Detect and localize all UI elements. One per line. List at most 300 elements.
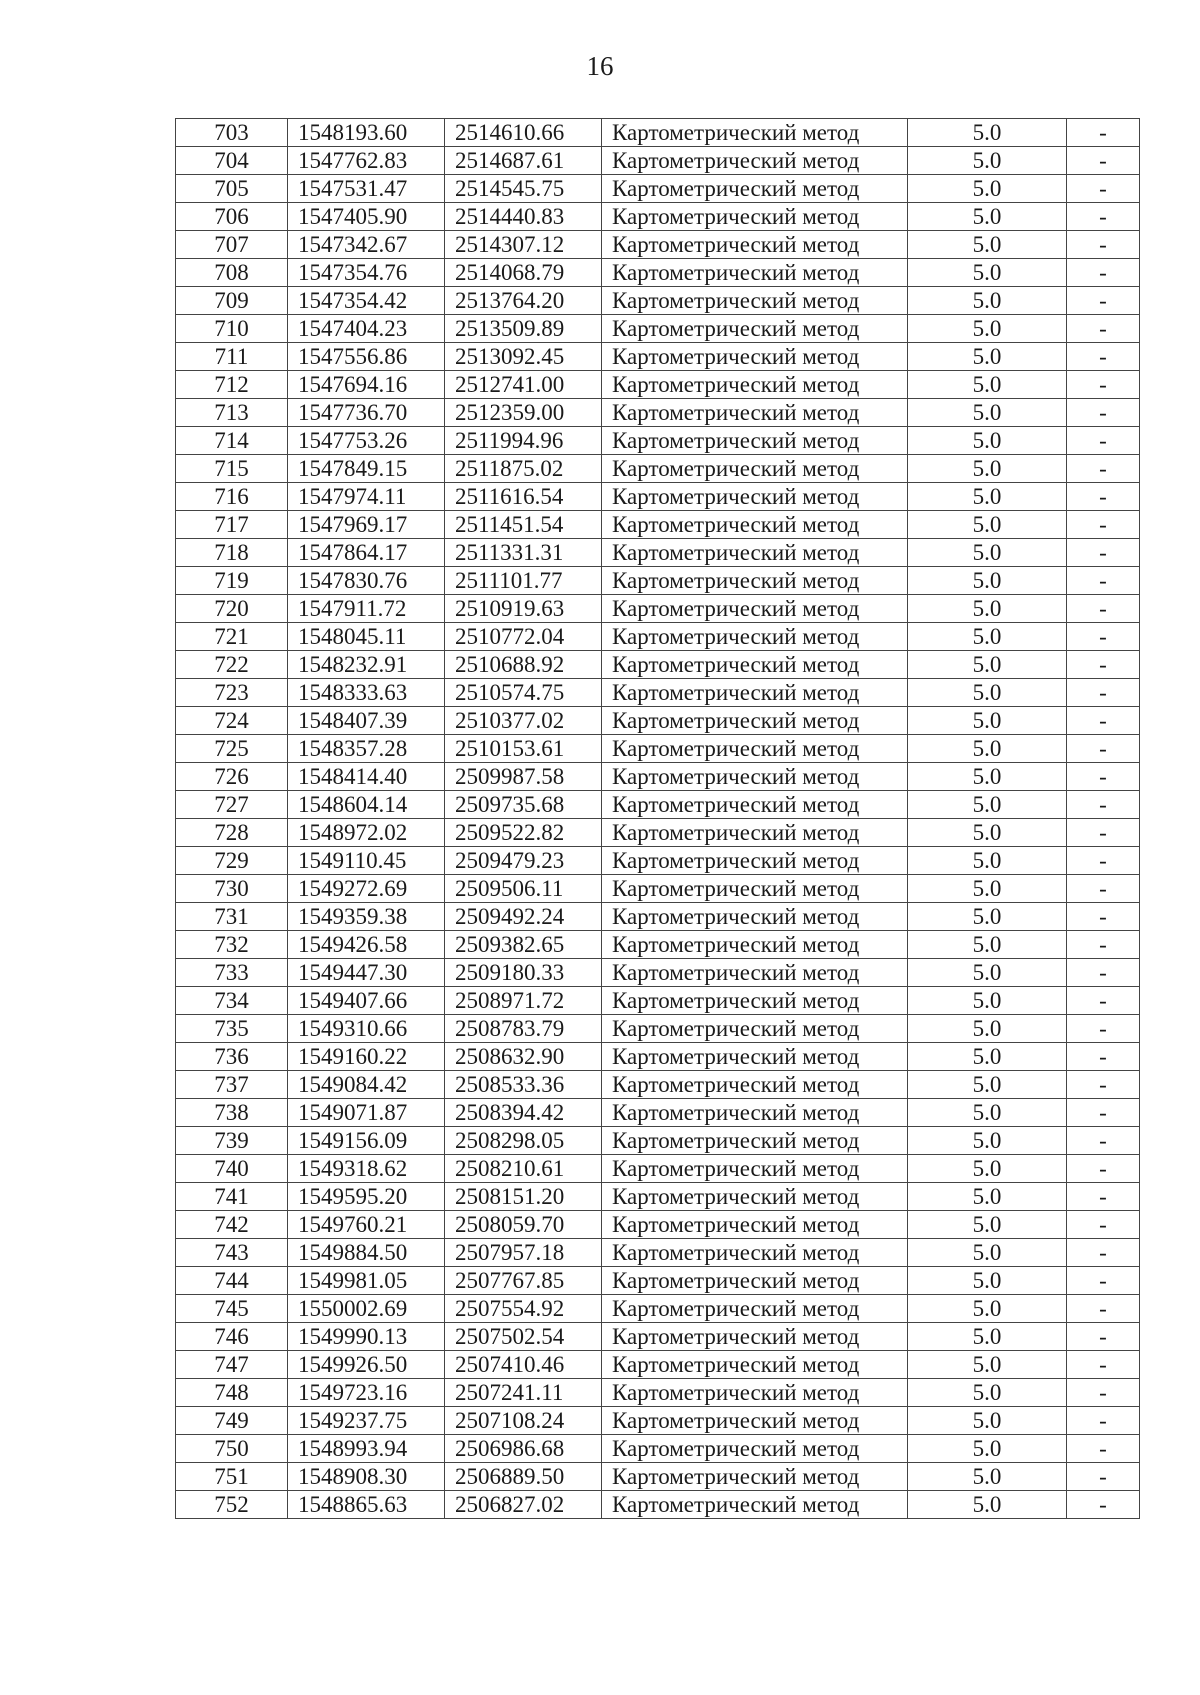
method-cell: Картометрический метод	[602, 791, 908, 819]
table-row	[176, 791, 1140, 819]
method-cell: Картометрический метод	[602, 651, 908, 679]
point-number-cell: 729	[176, 847, 288, 875]
description-cell: -	[1067, 343, 1140, 371]
y-coordinate-cell: 2507108.24	[445, 1407, 602, 1435]
accuracy-cell: 5.0	[908, 175, 1067, 203]
method-cell: Картометрический метод	[602, 231, 908, 259]
point-number-cell: 712	[176, 371, 288, 399]
description-cell: -	[1067, 959, 1140, 987]
table-row	[176, 819, 1140, 847]
description-cell: -	[1067, 763, 1140, 791]
x-coordinate-cell: 1547354.42	[288, 287, 445, 315]
point-number-cell: 718	[176, 539, 288, 567]
coordinates-table-body	[176, 119, 1140, 1519]
accuracy-cell: 5.0	[908, 679, 1067, 707]
accuracy-cell: 5.0	[908, 847, 1067, 875]
accuracy-cell: 5.0	[908, 987, 1067, 1015]
description-cell: -	[1067, 1491, 1140, 1519]
description-cell: -	[1067, 1183, 1140, 1211]
table-row	[176, 1239, 1140, 1267]
table-row	[176, 735, 1140, 763]
method-cell: Картометрический метод	[602, 707, 908, 735]
method-cell: Картометрический метод	[602, 1239, 908, 1267]
y-coordinate-cell: 2508533.36	[445, 1071, 602, 1099]
description-cell: -	[1067, 287, 1140, 315]
x-coordinate-cell: 1547830.76	[288, 567, 445, 595]
y-coordinate-cell: 2509522.82	[445, 819, 602, 847]
method-cell: Картометрический метод	[602, 315, 908, 343]
y-coordinate-cell: 2508783.79	[445, 1015, 602, 1043]
accuracy-cell: 5.0	[908, 1015, 1067, 1043]
table-row	[176, 1099, 1140, 1127]
table-row	[176, 567, 1140, 595]
description-cell: -	[1067, 511, 1140, 539]
point-number-cell: 727	[176, 791, 288, 819]
y-coordinate-cell: 2508971.72	[445, 987, 602, 1015]
accuracy-cell: 5.0	[908, 119, 1067, 147]
point-number-cell: 726	[176, 763, 288, 791]
description-cell: -	[1067, 1127, 1140, 1155]
method-cell: Картометрический метод	[602, 931, 908, 959]
table-row	[176, 903, 1140, 931]
description-cell: -	[1067, 371, 1140, 399]
x-coordinate-cell: 1548993.94	[288, 1435, 445, 1463]
y-coordinate-cell: 2510772.04	[445, 623, 602, 651]
method-cell: Картометрический метод	[602, 1267, 908, 1295]
point-number-cell: 743	[176, 1239, 288, 1267]
accuracy-cell: 5.0	[908, 259, 1067, 287]
x-coordinate-cell: 1547405.90	[288, 203, 445, 231]
x-coordinate-cell: 1548193.60	[288, 119, 445, 147]
table-row	[176, 1435, 1140, 1463]
x-coordinate-cell: 1548414.40	[288, 763, 445, 791]
table-row	[176, 119, 1140, 147]
x-coordinate-cell: 1547974.11	[288, 483, 445, 511]
point-number-cell: 742	[176, 1211, 288, 1239]
table-row	[176, 1127, 1140, 1155]
y-coordinate-cell: 2512359.00	[445, 399, 602, 427]
x-coordinate-cell: 1549359.38	[288, 903, 445, 931]
point-number-cell: 744	[176, 1267, 288, 1295]
method-cell: Картометрический метод	[602, 1351, 908, 1379]
accuracy-cell: 5.0	[908, 595, 1067, 623]
y-coordinate-cell: 2510153.61	[445, 735, 602, 763]
point-number-cell: 751	[176, 1463, 288, 1491]
table-row	[176, 371, 1140, 399]
method-cell: Картометрический метод	[602, 1043, 908, 1071]
method-cell: Картометрический метод	[602, 1015, 908, 1043]
y-coordinate-cell: 2514687.61	[445, 147, 602, 175]
point-number-cell: 725	[176, 735, 288, 763]
point-number-cell: 719	[176, 567, 288, 595]
table-row	[176, 399, 1140, 427]
accuracy-cell: 5.0	[908, 1043, 1067, 1071]
method-cell: Картометрический метод	[602, 1435, 908, 1463]
point-number-cell: 715	[176, 455, 288, 483]
accuracy-cell: 5.0	[908, 791, 1067, 819]
x-coordinate-cell: 1547342.67	[288, 231, 445, 259]
y-coordinate-cell: 2509492.24	[445, 903, 602, 931]
x-coordinate-cell: 1549407.66	[288, 987, 445, 1015]
x-coordinate-cell: 1549071.87	[288, 1099, 445, 1127]
method-cell: Картометрический метод	[602, 175, 908, 203]
accuracy-cell: 5.0	[908, 147, 1067, 175]
y-coordinate-cell: 2508151.20	[445, 1183, 602, 1211]
point-number-cell: 711	[176, 343, 288, 371]
table-row	[176, 175, 1140, 203]
accuracy-cell: 5.0	[908, 1407, 1067, 1435]
accuracy-cell: 5.0	[908, 287, 1067, 315]
description-cell: -	[1067, 1043, 1140, 1071]
y-coordinate-cell: 2507554.92	[445, 1295, 602, 1323]
table-row	[176, 1043, 1140, 1071]
description-cell: -	[1067, 595, 1140, 623]
y-coordinate-cell: 2514068.79	[445, 259, 602, 287]
table-row	[176, 875, 1140, 903]
method-cell: Картометрический метод	[602, 203, 908, 231]
method-cell: Картометрический метод	[602, 287, 908, 315]
method-cell: Картометрический метод	[602, 1155, 908, 1183]
x-coordinate-cell: 1547762.83	[288, 147, 445, 175]
table-row	[176, 1295, 1140, 1323]
accuracy-cell: 5.0	[908, 875, 1067, 903]
point-number-cell: 708	[176, 259, 288, 287]
x-coordinate-cell: 1548604.14	[288, 791, 445, 819]
table-row	[176, 1183, 1140, 1211]
accuracy-cell: 5.0	[908, 539, 1067, 567]
x-coordinate-cell: 1549926.50	[288, 1351, 445, 1379]
method-cell: Картометрический метод	[602, 679, 908, 707]
accuracy-cell: 5.0	[908, 959, 1067, 987]
method-cell: Картометрический метод	[602, 1099, 908, 1127]
x-coordinate-cell: 1548333.63	[288, 679, 445, 707]
point-number-cell: 720	[176, 595, 288, 623]
x-coordinate-cell: 1549981.05	[288, 1267, 445, 1295]
point-number-cell: 705	[176, 175, 288, 203]
method-cell: Картометрический метод	[602, 1323, 908, 1351]
point-number-cell: 721	[176, 623, 288, 651]
description-cell: -	[1067, 427, 1140, 455]
x-coordinate-cell: 1550002.69	[288, 1295, 445, 1323]
y-coordinate-cell: 2509735.68	[445, 791, 602, 819]
point-number-cell: 746	[176, 1323, 288, 1351]
y-coordinate-cell: 2511101.77	[445, 567, 602, 595]
table-row	[176, 1015, 1140, 1043]
x-coordinate-cell: 1549723.16	[288, 1379, 445, 1407]
accuracy-cell: 5.0	[908, 931, 1067, 959]
y-coordinate-cell: 2510688.92	[445, 651, 602, 679]
description-cell: -	[1067, 903, 1140, 931]
x-coordinate-cell: 1547354.76	[288, 259, 445, 287]
x-coordinate-cell: 1548865.63	[288, 1491, 445, 1519]
x-coordinate-cell: 1549156.09	[288, 1127, 445, 1155]
x-coordinate-cell: 1547864.17	[288, 539, 445, 567]
x-coordinate-cell: 1547969.17	[288, 511, 445, 539]
x-coordinate-cell: 1549990.13	[288, 1323, 445, 1351]
description-cell: -	[1067, 315, 1140, 343]
table-row	[176, 1071, 1140, 1099]
description-cell: -	[1067, 231, 1140, 259]
y-coordinate-cell: 2509382.65	[445, 931, 602, 959]
method-cell: Картометрический метод	[602, 343, 908, 371]
accuracy-cell: 5.0	[908, 427, 1067, 455]
accuracy-cell: 5.0	[908, 483, 1067, 511]
method-cell: Картометрический метод	[602, 399, 908, 427]
description-cell: -	[1067, 791, 1140, 819]
y-coordinate-cell: 2509506.11	[445, 875, 602, 903]
x-coordinate-cell: 1549318.62	[288, 1155, 445, 1183]
y-coordinate-cell: 2513509.89	[445, 315, 602, 343]
y-coordinate-cell: 2507957.18	[445, 1239, 602, 1267]
y-coordinate-cell: 2508394.42	[445, 1099, 602, 1127]
table-row	[176, 1491, 1140, 1519]
y-coordinate-cell: 2507502.54	[445, 1323, 602, 1351]
accuracy-cell: 5.0	[908, 1099, 1067, 1127]
table-row	[176, 203, 1140, 231]
y-coordinate-cell: 2514440.83	[445, 203, 602, 231]
table-row	[176, 147, 1140, 175]
description-cell: -	[1067, 1071, 1140, 1099]
point-number-cell: 709	[176, 287, 288, 315]
y-coordinate-cell: 2510919.63	[445, 595, 602, 623]
description-cell: -	[1067, 931, 1140, 959]
point-number-cell: 736	[176, 1043, 288, 1071]
x-coordinate-cell: 1549884.50	[288, 1239, 445, 1267]
accuracy-cell: 5.0	[908, 1351, 1067, 1379]
x-coordinate-cell: 1549760.21	[288, 1211, 445, 1239]
accuracy-cell: 5.0	[908, 707, 1067, 735]
table-row	[176, 455, 1140, 483]
table-row	[176, 231, 1140, 259]
method-cell: Картометрический метод	[602, 567, 908, 595]
accuracy-cell: 5.0	[908, 1211, 1067, 1239]
y-coordinate-cell: 2511331.31	[445, 539, 602, 567]
y-coordinate-cell: 2508059.70	[445, 1211, 602, 1239]
point-number-cell: 704	[176, 147, 288, 175]
description-cell: -	[1067, 1239, 1140, 1267]
accuracy-cell: 5.0	[908, 1155, 1067, 1183]
method-cell: Картометрический метод	[602, 847, 908, 875]
table-row	[176, 623, 1140, 651]
method-cell: Картометрический метод	[602, 595, 908, 623]
y-coordinate-cell: 2512741.00	[445, 371, 602, 399]
description-cell: -	[1067, 399, 1140, 427]
description-cell: -	[1067, 539, 1140, 567]
description-cell: -	[1067, 1435, 1140, 1463]
description-cell: -	[1067, 1407, 1140, 1435]
coordinates-table	[175, 118, 1140, 1519]
x-coordinate-cell: 1549237.75	[288, 1407, 445, 1435]
method-cell: Картометрический метод	[602, 1491, 908, 1519]
x-coordinate-cell: 1548908.30	[288, 1463, 445, 1491]
description-cell: -	[1067, 455, 1140, 483]
point-number-cell: 733	[176, 959, 288, 987]
accuracy-cell: 5.0	[908, 511, 1067, 539]
x-coordinate-cell: 1548357.28	[288, 735, 445, 763]
description-cell: -	[1067, 175, 1140, 203]
accuracy-cell: 5.0	[908, 231, 1067, 259]
table-row	[176, 1407, 1140, 1435]
method-cell: Картометрический метод	[602, 959, 908, 987]
table-row	[176, 763, 1140, 791]
accuracy-cell: 5.0	[908, 763, 1067, 791]
method-cell: Картометрический метод	[602, 455, 908, 483]
y-coordinate-cell: 2514545.75	[445, 175, 602, 203]
table-row	[176, 707, 1140, 735]
method-cell: Картометрический метод	[602, 623, 908, 651]
description-cell: -	[1067, 567, 1140, 595]
x-coordinate-cell: 1549160.22	[288, 1043, 445, 1071]
accuracy-cell: 5.0	[908, 819, 1067, 847]
table-row	[176, 595, 1140, 623]
y-coordinate-cell: 2507241.11	[445, 1379, 602, 1407]
accuracy-cell: 5.0	[908, 1239, 1067, 1267]
description-cell: -	[1067, 119, 1140, 147]
y-coordinate-cell: 2510377.02	[445, 707, 602, 735]
y-coordinate-cell: 2513092.45	[445, 343, 602, 371]
accuracy-cell: 5.0	[908, 399, 1067, 427]
description-cell: -	[1067, 735, 1140, 763]
accuracy-cell: 5.0	[908, 1323, 1067, 1351]
method-cell: Картометрический метод	[602, 1295, 908, 1323]
description-cell: -	[1067, 875, 1140, 903]
point-number-cell: 723	[176, 679, 288, 707]
description-cell: -	[1067, 1323, 1140, 1351]
description-cell: -	[1067, 147, 1140, 175]
y-coordinate-cell: 2513764.20	[445, 287, 602, 315]
table-row	[176, 1323, 1140, 1351]
table-row	[176, 315, 1140, 343]
table-row	[176, 1155, 1140, 1183]
method-cell: Картометрический метод	[602, 147, 908, 175]
point-number-cell: 714	[176, 427, 288, 455]
table-row	[176, 679, 1140, 707]
accuracy-cell: 5.0	[908, 1127, 1067, 1155]
y-coordinate-cell: 2514610.66	[445, 119, 602, 147]
x-coordinate-cell: 1547694.16	[288, 371, 445, 399]
method-cell: Картометрический метод	[602, 259, 908, 287]
accuracy-cell: 5.0	[908, 343, 1067, 371]
point-number-cell: 734	[176, 987, 288, 1015]
method-cell: Картометрический метод	[602, 1463, 908, 1491]
x-coordinate-cell: 1549110.45	[288, 847, 445, 875]
description-cell: -	[1067, 1099, 1140, 1127]
table-row	[176, 1463, 1140, 1491]
method-cell: Картометрический метод	[602, 1407, 908, 1435]
y-coordinate-cell: 2506986.68	[445, 1435, 602, 1463]
table-row	[176, 343, 1140, 371]
y-coordinate-cell: 2506827.02	[445, 1491, 602, 1519]
description-cell: -	[1067, 1351, 1140, 1379]
x-coordinate-cell: 1547753.26	[288, 427, 445, 455]
y-coordinate-cell: 2507767.85	[445, 1267, 602, 1295]
table-row	[176, 1267, 1140, 1295]
point-number-cell: 732	[176, 931, 288, 959]
description-cell: -	[1067, 623, 1140, 651]
accuracy-cell: 5.0	[908, 1463, 1067, 1491]
x-coordinate-cell: 1547849.15	[288, 455, 445, 483]
point-number-cell: 713	[176, 399, 288, 427]
point-number-cell: 724	[176, 707, 288, 735]
table-row	[176, 427, 1140, 455]
point-number-cell: 717	[176, 511, 288, 539]
y-coordinate-cell: 2506889.50	[445, 1463, 602, 1491]
accuracy-cell: 5.0	[908, 1295, 1067, 1323]
table-row	[176, 1379, 1140, 1407]
point-number-cell: 706	[176, 203, 288, 231]
x-coordinate-cell: 1549447.30	[288, 959, 445, 987]
method-cell: Картометрический метод	[602, 1183, 908, 1211]
accuracy-cell: 5.0	[908, 623, 1067, 651]
point-number-cell: 750	[176, 1435, 288, 1463]
description-cell: -	[1067, 679, 1140, 707]
y-coordinate-cell: 2508298.05	[445, 1127, 602, 1155]
accuracy-cell: 5.0	[908, 903, 1067, 931]
accuracy-cell: 5.0	[908, 651, 1067, 679]
description-cell: -	[1067, 651, 1140, 679]
point-number-cell: 731	[176, 903, 288, 931]
point-number-cell: 747	[176, 1351, 288, 1379]
table-row	[176, 1211, 1140, 1239]
accuracy-cell: 5.0	[908, 1071, 1067, 1099]
accuracy-cell: 5.0	[908, 1435, 1067, 1463]
method-cell: Картометрический метод	[602, 987, 908, 1015]
description-cell: -	[1067, 259, 1140, 287]
description-cell: -	[1067, 483, 1140, 511]
y-coordinate-cell: 2509987.58	[445, 763, 602, 791]
table-row	[176, 1351, 1140, 1379]
point-number-cell: 741	[176, 1183, 288, 1211]
point-number-cell: 752	[176, 1491, 288, 1519]
description-cell: -	[1067, 707, 1140, 735]
accuracy-cell: 5.0	[908, 203, 1067, 231]
description-cell: -	[1067, 1379, 1140, 1407]
description-cell: -	[1067, 1267, 1140, 1295]
description-cell: -	[1067, 1211, 1140, 1239]
y-coordinate-cell: 2511994.96	[445, 427, 602, 455]
y-coordinate-cell: 2507410.46	[445, 1351, 602, 1379]
point-number-cell: 737	[176, 1071, 288, 1099]
x-coordinate-cell: 1547736.70	[288, 399, 445, 427]
x-coordinate-cell: 1548045.11	[288, 623, 445, 651]
method-cell: Картометрический метод	[602, 903, 908, 931]
accuracy-cell: 5.0	[908, 371, 1067, 399]
x-coordinate-cell: 1547911.72	[288, 595, 445, 623]
y-coordinate-cell: 2508632.90	[445, 1043, 602, 1071]
table-row	[176, 931, 1140, 959]
x-coordinate-cell: 1547531.47	[288, 175, 445, 203]
description-cell: -	[1067, 819, 1140, 847]
point-number-cell: 730	[176, 875, 288, 903]
point-number-cell: 738	[176, 1099, 288, 1127]
method-cell: Картометрический метод	[602, 427, 908, 455]
point-number-cell: 745	[176, 1295, 288, 1323]
x-coordinate-cell: 1547556.86	[288, 343, 445, 371]
point-number-cell: 748	[176, 1379, 288, 1407]
x-coordinate-cell: 1549426.58	[288, 931, 445, 959]
method-cell: Картометрический метод	[602, 1127, 908, 1155]
method-cell: Картометрический метод	[602, 511, 908, 539]
method-cell: Картометрический метод	[602, 1211, 908, 1239]
x-coordinate-cell: 1549310.66	[288, 1015, 445, 1043]
method-cell: Картометрический метод	[602, 875, 908, 903]
description-cell: -	[1067, 1155, 1140, 1183]
table-row	[176, 959, 1140, 987]
accuracy-cell: 5.0	[908, 567, 1067, 595]
description-cell: -	[1067, 1463, 1140, 1491]
table-row	[176, 259, 1140, 287]
point-number-cell: 710	[176, 315, 288, 343]
